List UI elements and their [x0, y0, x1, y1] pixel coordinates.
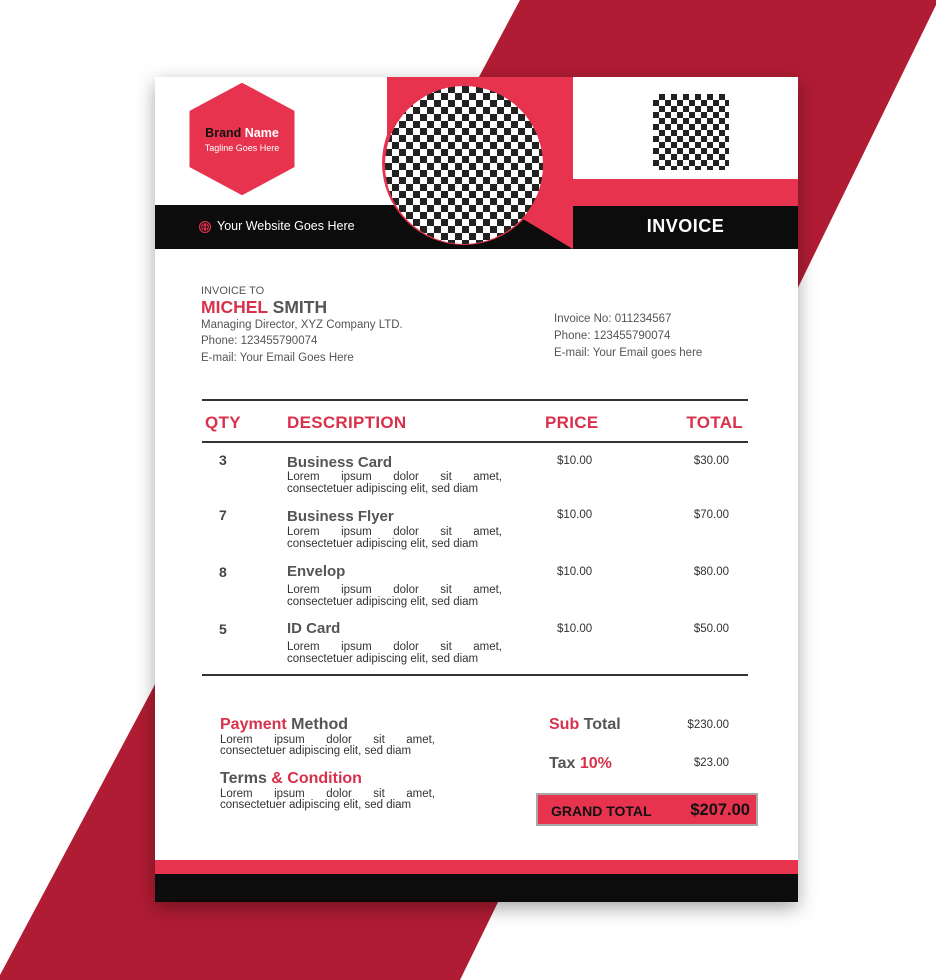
client-email: E-mail: Your Email Goes Here [201, 352, 354, 364]
table-row [155, 505, 798, 555]
client-last-name: SMITH [272, 297, 328, 317]
row-price: $10.00 [557, 455, 593, 467]
photo-placeholder [385, 86, 543, 244]
row-item-name: Business Card [287, 454, 393, 471]
tax-value: $23.00 [693, 757, 729, 769]
table-row [155, 562, 798, 612]
row-desc-line2: consectetuer adipiscing elit, sed diam [287, 596, 479, 608]
row-price: $10.00 [557, 509, 593, 521]
row-qty: 3 [219, 452, 227, 468]
terms-title-dark: Terms [220, 770, 267, 787]
row-qty: 8 [219, 564, 227, 580]
globe-icon [199, 221, 211, 233]
payment-title-dark: Method [291, 716, 349, 733]
subtotal-label-dark: Total [583, 716, 621, 733]
tax-label [549, 755, 612, 773]
invoice-sheet [155, 77, 798, 902]
table-header-rule [202, 441, 748, 443]
tax-label-red: 10% [579, 755, 612, 772]
qr-placeholder [653, 94, 729, 170]
footer-black-band [155, 874, 798, 902]
client-first-name: MICHEL [201, 297, 268, 317]
brand-name-part1: Brand [205, 126, 242, 140]
subtotal-value: $230.00 [687, 719, 729, 731]
row-desc-line1: Lorem ipsum dolor sit amet, [287, 641, 502, 653]
footer-red-band [155, 860, 798, 874]
payment-title-red: Payment [220, 716, 287, 733]
brand-tagline: Tagline Goes Here [204, 143, 280, 153]
client-name [201, 297, 327, 318]
terms-title [220, 770, 362, 788]
row-item-name: ID Card [287, 620, 341, 637]
row-desc-line1: Lorem ipsum dolor sit amet, [287, 471, 502, 483]
subtotal-label [549, 716, 621, 734]
row-desc-line1: Lorem ipsum dolor sit amet, [287, 584, 502, 596]
table-bottom-rule [202, 674, 748, 676]
terms-desc-line1: Lorem ipsum dolor sit amet, [220, 788, 435, 800]
grand-total-value: $207.00 [690, 801, 750, 819]
header-qty: QTY [205, 413, 241, 432]
tax-label-dark: Tax [549, 755, 576, 772]
row-price: $10.00 [557, 566, 593, 578]
row-total: $80.00 [693, 566, 729, 578]
invoice-title: INVOICE [646, 216, 725, 236]
row-desc-line2: consectetuer adipiscing elit, sed diam [287, 483, 479, 495]
payment-desc-line2: consectetuer adipiscing elit, sed diam [220, 745, 412, 757]
terms-title-red: & Condition [271, 770, 362, 787]
row-total: $30.00 [693, 455, 729, 467]
client-title: Managing Director, XYZ Company LTD. [201, 319, 403, 331]
row-desc-line2: consectetuer adipiscing elit, sed diam [287, 538, 479, 550]
row-desc-line2: consectetuer adipiscing elit, sed diam [287, 653, 479, 665]
grand-total-box [536, 793, 758, 826]
brand-name-part2: Name [244, 126, 279, 140]
grand-total-label: GRAND TOTAL [551, 803, 652, 819]
invoice-to-label: INVOICE TO [201, 285, 265, 297]
row-item-name: Envelop [287, 563, 346, 580]
client-phone: Phone: 123455790074 [201, 335, 318, 347]
row-item-name: Business Flyer [287, 508, 394, 525]
brand-name [185, 126, 299, 140]
website-text: Your Website Goes Here [217, 219, 355, 233]
invoice-email: E-mail: Your Email goes here [554, 347, 703, 359]
header-description: DESCRIPTION [287, 413, 407, 432]
row-total: $50.00 [693, 623, 729, 635]
header-total: TOTAL [686, 413, 743, 432]
row-qty: 7 [219, 507, 227, 523]
row-qty: 5 [219, 621, 227, 637]
invoice-number: Invoice No: 011234567 [554, 313, 672, 325]
table-top-rule [202, 399, 748, 401]
terms-desc-line2: consectetuer adipiscing elit, sed diam [220, 799, 412, 811]
row-desc-line1: Lorem ipsum dolor sit amet, [287, 526, 502, 538]
table-row [155, 450, 798, 500]
subtotal-label-red: Sub [549, 716, 580, 733]
row-price: $10.00 [557, 623, 593, 635]
header-price: PRICE [545, 413, 599, 432]
invoice-phone: Phone: 123455790074 [554, 330, 671, 342]
payment-desc-line1: Lorem ipsum dolor sit amet, [220, 734, 435, 746]
payment-method-title [220, 716, 348, 734]
table-row [155, 619, 798, 669]
row-total: $70.00 [693, 509, 729, 521]
